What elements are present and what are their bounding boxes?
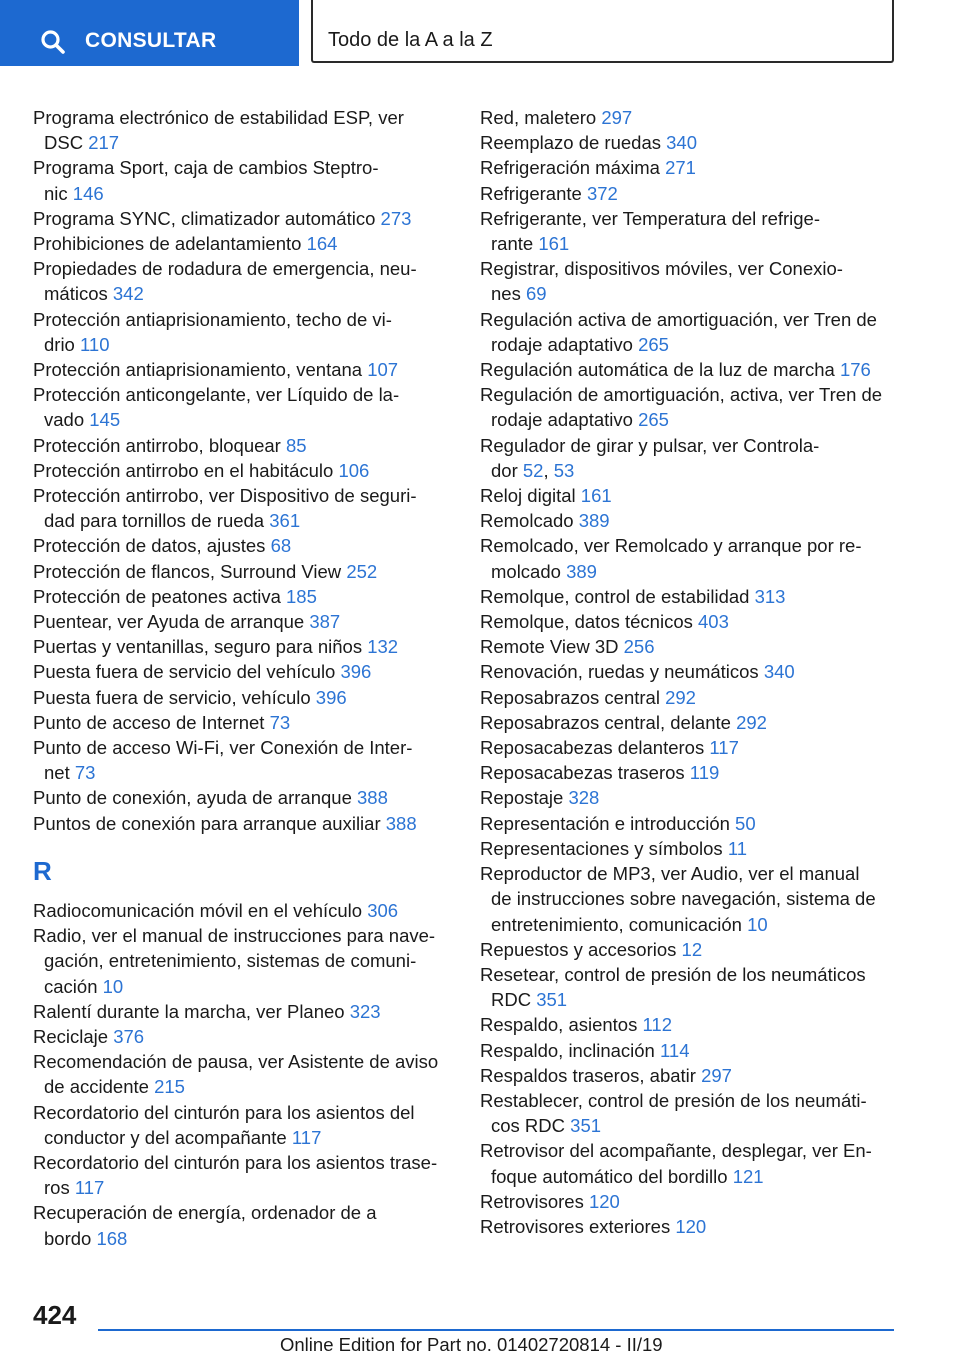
index-entry-text: conductor y del acompañante (44, 1126, 287, 1148)
page-reference-link[interactable]: 164 (306, 233, 338, 255)
index-entry-text: net (44, 762, 70, 784)
page-reference-link[interactable]: 372 (586, 182, 618, 204)
index-entry (480, 861, 900, 937)
index-entry-text: Reemplazo de ruedas (480, 132, 661, 154)
page-reference-link[interactable]: 297 (701, 1064, 732, 1086)
index-column-right (480, 105, 900, 1239)
index-entry (33, 206, 453, 231)
index-entry-text: Protección de flancos, Surround View (33, 560, 342, 582)
index-entry-text: nic (44, 182, 68, 204)
index-entry-text: molcado (491, 560, 561, 582)
index-column-left (33, 105, 453, 1251)
page-reference-link[interactable]: 176 (839, 359, 871, 381)
index-entry (480, 811, 900, 836)
index-entry-text: Recordatorio del cinturón para los asientos del (33, 1101, 415, 1123)
index-entry (480, 1138, 900, 1188)
index-entry-text: Puertas y ventanillas, seguro para niños (33, 636, 363, 658)
index-entry (480, 609, 900, 634)
page-number: 424 (33, 1300, 77, 1330)
index-entry-text: Refrigerante (480, 182, 582, 204)
index-entry-text: Reposabrazos central (480, 686, 660, 708)
index-entry-text: foque automático del bordillo (491, 1165, 728, 1187)
page-reference-link[interactable]: 52 (522, 459, 544, 481)
page-reference-link[interactable]: 265 (638, 333, 669, 355)
index-entry-text: Regulación activa de amortiguación, ver Tren de (480, 308, 877, 330)
index-entry (480, 710, 900, 735)
index-entry-text: Recuperación de energía, ordenador de a (33, 1202, 377, 1224)
index-entry-text: Puesta fuera de servicio del vehículo (33, 661, 336, 683)
page-reference-link[interactable]: 110 (80, 333, 110, 355)
page-reference-link[interactable]: 168 (96, 1227, 128, 1249)
index-entry-text: rodaje adaptativo (491, 409, 633, 431)
index-entry-text: Puentear, ver Ayuda de arranque (33, 611, 305, 633)
index-entry-text: rante (491, 233, 534, 255)
index-entry-text: Renovación, ruedas y neumáticos (480, 661, 759, 683)
index-entry-text: entretenimiento, comunicación (491, 913, 742, 935)
index-entry-text: drio (44, 333, 75, 355)
index-entry (33, 1049, 453, 1099)
index-entry (33, 1100, 453, 1150)
page-reference-link[interactable]: 145 (89, 409, 121, 431)
index-entry (33, 659, 453, 684)
index-entry-text: Representaciones y símbolos (480, 837, 723, 859)
page-reference-link[interactable]: 323 (349, 1000, 381, 1022)
index-entry (480, 533, 900, 583)
index-entry (33, 382, 453, 432)
index-entry (33, 1150, 453, 1200)
index-entry-text: Remolque, control de estabilidad (480, 585, 750, 607)
page-reference-link[interactable]: 328 (568, 787, 600, 809)
search-icon (40, 29, 66, 55)
page-reference-link[interactable]: 396 (340, 661, 372, 683)
page-reference-link[interactable]: 120 (588, 1190, 620, 1212)
index-entry-text: Programa electrónico de estabilidad ESP, ver (33, 107, 404, 128)
index-entry (33, 357, 453, 382)
page-reference-link[interactable]: 112 (642, 1014, 672, 1036)
index-entry-text: dad para tornillos de rueda (44, 510, 265, 532)
index-entry-text: Radiocomunicación móvil en el vehículo (33, 899, 363, 921)
index-entry (33, 433, 453, 458)
index-entry (33, 735, 453, 785)
index-entry-text: Reloj digital (480, 485, 576, 507)
page-reference-link[interactable]: 132 (367, 636, 399, 658)
index-entry-text: Propiedades de rodadura de emergencia, neu- (33, 258, 417, 280)
index-entry (33, 155, 453, 205)
index-entry (480, 181, 900, 206)
page-reference-link[interactable]: 10 (747, 913, 768, 935)
index-entry-text: Puesta fuera de servicio, vehículo (33, 686, 311, 708)
index-entry (33, 559, 453, 584)
index-entry-text: de accidente (44, 1076, 149, 1098)
page-reference-link[interactable]: 121 (732, 1165, 764, 1187)
index-entry-text: Regulación automática de la luz de marcha (480, 359, 835, 381)
index-entry-text: Punto de acceso de Internet (33, 711, 265, 733)
page-reference-link[interactable]: 388 (385, 812, 417, 834)
index-entry-text: Prohibiciones de adelantamiento (33, 233, 302, 255)
page-reference-link[interactable]: 306 (367, 899, 399, 921)
index-entry (480, 382, 900, 432)
page-reference-link[interactable]: 340 (763, 661, 795, 683)
page-reference-link[interactable]: 256 (623, 636, 655, 658)
index-entry (480, 1189, 900, 1214)
index-entry-text: Retrovisores exteriores (480, 1215, 671, 1237)
page-reference-link[interactable]: 313 (754, 585, 786, 607)
index-entry-text: Protección antirrobo, ver Dispositivo de seguri- (33, 485, 417, 507)
index-entry-text: Retrovisor del acompañante, desplegar, ver En- (480, 1140, 872, 1162)
index-list-r (33, 898, 453, 1251)
index-entry (33, 634, 453, 659)
index-entry-text: Red, maletero (480, 107, 597, 128)
page-reference-link[interactable]: 117 (709, 737, 739, 759)
index-entry-text: Restablecer, control de presión de los neumáti- (480, 1089, 867, 1111)
index-entry-text: Registrar, dispositivos móviles, ver Conexio- (480, 258, 843, 280)
page-reference-link[interactable]: 185 (286, 585, 317, 607)
index-entry (480, 584, 900, 609)
page-reference-link[interactable]: 388 (357, 787, 388, 809)
index-entry-text: dor (491, 459, 518, 481)
index-entry-text: Protección anticongelante, ver Líquido de la- (33, 384, 400, 406)
page-reference-link[interactable]: 161 (580, 485, 612, 507)
index-entry-text: gación, entretenimiento, sistemas de comuni- (44, 950, 417, 972)
page-reference-link[interactable]: 396 (315, 686, 347, 708)
index-entry (480, 1012, 900, 1037)
index-entry-text: Repuestos y accesorios (480, 938, 677, 960)
index-entry-text: Respaldos traseros, abatir (480, 1064, 696, 1086)
index-entry-text: Regulador de girar y pulsar, ver Controla- (480, 434, 820, 456)
index-entry (33, 105, 453, 155)
index-entry-text: Radio, ver el manual de instrucciones para nave- (33, 925, 436, 947)
index-entry (33, 923, 453, 999)
page-reference-link[interactable]: 342 (112, 283, 144, 305)
index-entry-text: Protección antiaprisionamiento, ventana (33, 359, 363, 381)
index-entry-text: Repostaje (480, 787, 564, 809)
consultar-label: CONSULTAR (85, 29, 217, 52)
page-reference-link[interactable]: 119 (689, 762, 720, 784)
page-reference-link[interactable]: 389 (566, 560, 597, 582)
page-reference-link[interactable]: 361 (269, 510, 301, 532)
index-entry-text: Resetear, control de presión de los neumáticos (480, 963, 866, 985)
index-entry-text: máticos (44, 283, 108, 305)
index-entry (480, 962, 900, 1012)
section-letter: R (33, 855, 52, 886)
index-entry (480, 483, 900, 508)
page-reference-link[interactable]: 53 (553, 459, 575, 481)
index-entry-text: Punto de conexión, ayuda de arranque (33, 787, 352, 809)
index-entry-text: RDC (491, 989, 532, 1011)
index-entry (33, 231, 453, 256)
footer-edition: Online Edition for Part no. 01402720814 - II/19 (280, 1334, 663, 1355)
index-entry (480, 634, 900, 659)
page-reference-link[interactable]: 389 (578, 510, 610, 532)
page-reference-link[interactable]: 73 (74, 762, 96, 784)
index-entry-text: rodaje adaptativo (491, 333, 633, 355)
page-reference-link[interactable]: 161 (538, 233, 570, 255)
index-entry-text: Protección de peatones activa (33, 585, 281, 607)
index-entry-text: Programa SYNC, climatizador automático (33, 207, 376, 229)
index-list-r-continued (480, 105, 900, 1239)
page-reference-link[interactable]: 10 (102, 975, 124, 997)
page-reference-link[interactable]: 11 (727, 837, 748, 859)
index-entry-text: cos RDC (491, 1115, 566, 1137)
index-list-p (33, 105, 453, 836)
index-entry (480, 508, 900, 533)
page-reference-link[interactable]: 68 (270, 535, 292, 557)
index-entry-text: Programa Sport, caja de cambios Steptro- (33, 157, 379, 179)
index-entry-text: Remolcado (480, 510, 574, 532)
page-reference-link[interactable]: 403 (698, 611, 729, 633)
page-reference-link[interactable]: 271 (665, 157, 696, 179)
page-reference-link[interactable]: 351 (536, 989, 568, 1011)
page-reference-link[interactable]: 292 (665, 686, 696, 708)
index-entry (33, 609, 453, 634)
page-reference-link[interactable]: 252 (346, 560, 378, 582)
index-entry-text: Retrovisores (480, 1190, 584, 1212)
index-entry-text: Remote View 3D (480, 636, 619, 658)
index-entry (33, 1024, 453, 1049)
index-entry (33, 584, 453, 609)
index-entry-text: Protección antirrobo en el habitáculo (33, 459, 334, 481)
index-entry-text: Recomendación de pausa, ver Asistente de aviso (33, 1051, 439, 1073)
page-reference-link[interactable]: 146 (72, 182, 104, 204)
index-entry (480, 1088, 900, 1138)
index-entry (33, 811, 453, 836)
page-reference-link[interactable]: 215 (154, 1076, 185, 1098)
index-entry-text: Protección antirrobo, bloquear (33, 434, 281, 456)
index-entry (480, 130, 900, 155)
page-reference-link[interactable]: 117 (74, 1177, 105, 1199)
index-entry-text: Recordatorio del cinturón para los asientos trase- (33, 1151, 438, 1173)
index-entry-text: Reposacabezas traseros (480, 762, 685, 784)
index-entry (480, 1063, 900, 1088)
index-entry-text: Representación e introducción (480, 812, 730, 834)
page-reference-link[interactable]: 107 (367, 359, 399, 381)
index-entry (480, 659, 900, 684)
page-reference-link[interactable]: 12 (681, 938, 703, 960)
index-entry-text: Reposacabezas delanteros (480, 737, 705, 759)
index-entry (33, 533, 453, 558)
index-entry-text: Regulación de amortiguación, activa, ver Tren de (480, 384, 883, 406)
index-entry (480, 937, 900, 962)
index-entry (480, 685, 900, 710)
index-entry (480, 206, 900, 256)
section-title: Todo de la A a la Z (328, 29, 493, 51)
page-reference-link[interactable]: 106 (338, 459, 370, 481)
index-entry-text: DSC (44, 132, 84, 154)
page-reference-link[interactable]: 265 (638, 409, 669, 431)
index-entry (33, 483, 453, 533)
index-entry (480, 256, 900, 306)
index-entry (480, 307, 900, 357)
index-entry (33, 710, 453, 735)
page-reference-link[interactable]: 120 (675, 1215, 707, 1237)
index-entry (480, 1038, 900, 1063)
index-entry (33, 458, 453, 483)
index-entry-text: Remolcado, ver Remolcado y arranque por re- (480, 535, 862, 557)
index-entry-text: Refrigeración máxima (480, 157, 660, 179)
page-reference-link[interactable]: 114 (659, 1039, 690, 1061)
footer-divider (98, 1329, 894, 1331)
index-entry-text: Puntos de conexión para arranque auxiliar (33, 812, 381, 834)
index-entry-text: nes (491, 283, 521, 305)
index-entry-text: Protección antiaprisionamiento, techo de vi- (33, 308, 392, 330)
index-entry-text: cación (44, 975, 98, 997)
index-entry-text: Reposabrazos central, delante (480, 711, 731, 733)
page-reference-link[interactable]: 387 (309, 611, 341, 633)
section-header (311, 0, 894, 63)
index-entry (33, 1200, 453, 1250)
index-entry: Regulador de girar y pulsar, ver Controla- dor 52, 53 (480, 434, 820, 481)
index-entry-text: de instrucciones sobre navegación, sistema de (491, 888, 876, 910)
page-reference-link[interactable]: 85 (286, 434, 307, 456)
index-entry (480, 155, 900, 180)
index-entry (33, 307, 453, 357)
index-entry-text: bordo (44, 1227, 92, 1249)
index-entry-text: vado (44, 409, 85, 431)
index-entry-text: Refrigerante, ver Temperatura del refrige- (480, 207, 821, 229)
index-entry (480, 836, 900, 861)
index-entry-text: Reproductor de MP3, ver Audio, ver el manual (480, 863, 860, 885)
index-entry-text: ros (44, 1177, 70, 1199)
index-entry (480, 735, 900, 760)
consultar-tab[interactable] (0, 0, 299, 66)
index-entry (480, 785, 900, 810)
page-reference-link[interactable]: 50 (735, 812, 756, 834)
index-entry-text: Punto de acceso Wi-Fi, ver Conexión de Inter- (33, 737, 413, 759)
page-reference-link[interactable]: 376 (113, 1025, 145, 1047)
index-entry (33, 999, 453, 1024)
page-reference-link[interactable]: 292 (736, 711, 767, 733)
page-reference-link[interactable]: 351 (570, 1115, 602, 1137)
index-entry-text: Protección de datos, ajustes (33, 535, 266, 557)
index-entry (33, 256, 453, 306)
index-entry (33, 785, 453, 810)
page-reference-link[interactable]: 217 (88, 132, 120, 154)
index-entry (33, 898, 453, 923)
index-entry-text: Remolque, datos técnicos (480, 611, 693, 633)
page-reference-link[interactable]: 69 (525, 283, 547, 305)
page-reference-link[interactable]: 297 (601, 107, 633, 128)
index-entry (480, 105, 900, 130)
index-entry-text: Ralentí durante la marcha, ver Planeo (33, 1000, 345, 1022)
index-entry (480, 357, 900, 382)
index-entry (480, 760, 900, 785)
index-entry-text: Respaldo, inclinación (480, 1039, 655, 1061)
index-entry-text: Reciclaje (33, 1025, 109, 1047)
page-reference-link[interactable]: 73 (269, 711, 291, 733)
page-reference-link[interactable]: 273 (380, 207, 412, 229)
index-entry (480, 1214, 900, 1239)
index-entry-text: Respaldo, asientos (480, 1014, 638, 1036)
page-reference-link[interactable]: 340 (666, 132, 698, 154)
page-reference-link[interactable]: 117 (291, 1126, 322, 1148)
index-entry (33, 685, 453, 710)
